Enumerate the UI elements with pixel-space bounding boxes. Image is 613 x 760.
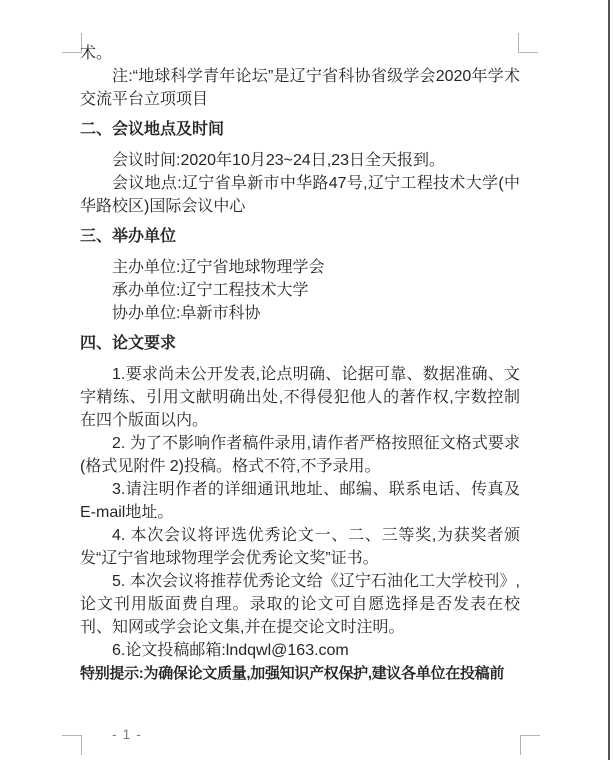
requirement-item-1: 1.要求尚未公开发表,论点明确、论据可靠、数据准确、文字精练、引用文献明确出处,不得侵犯他人的著作权,字数控制在四个版面以内。 [80, 366, 520, 429]
margin-crop-mark-top-left [62, 33, 82, 53]
note-paragraph: 注:“地球科学青年论坛”是辽宁省科协省级学会2020年学术交流平台立项项目 [80, 68, 520, 108]
section-heading-venue-time: 二、会议地点及时间 [80, 121, 225, 138]
undertaker-paragraph: 承办单位:辽宁工程技术大学 [112, 282, 309, 299]
requirement-item-4: 4. 本次会议将评选优秀论文一、二、三等奖,为获奖者颁发“辽宁省地球物理学会优秀论文奖”证书。 [80, 527, 520, 567]
margin-crop-mark-top-right [518, 33, 538, 53]
requirement-item-2: 2. 为了不影响作者稿件录用,请作者严格按照征文格式要求(格式见附件 2)投稿。格式不符,不予录用。 [80, 435, 520, 475]
submission-email-paragraph: 6.论文投稿邮箱:lndqwl@163.com [112, 642, 349, 659]
co-organizer-paragraph: 协办单位:阜新市科协 [112, 305, 261, 322]
page-number: - 1 - [112, 726, 142, 742]
special-notice-line: 特别提示:为确保论文质量,加强知识产权保护,建议各单位在投稿前 [80, 665, 505, 682]
document-body [80, 42, 520, 685]
page-right-edge-line [608, 0, 610, 760]
meeting-venue-paragraph: 会议地点:辽宁省阜新市中华路47号,辽宁工程技术大学(中华路校区)国际会议中心 [80, 175, 520, 215]
paragraph-continuation: 术。 [80, 45, 113, 62]
meeting-time-paragraph: 会议时间:2020年10月23~24日,23日全天报到。 [112, 152, 446, 169]
requirement-item-5: 5. 本次会议将推荐优秀论文给《辽宁石油化工大学校刊》,论文刊用版面费自理。录取的论文可自愿选择是否发表在校刊、知网或学会论文集,并在提交论文时注明。 [80, 573, 520, 636]
section-heading-organizers: 三、举办单位 [80, 228, 177, 245]
margin-crop-mark-bottom-left [62, 735, 82, 755]
host-organizer-paragraph: 主办单位:辽宁省地球物理学会 [112, 259, 325, 276]
requirement-item-3: 3.请注明作者的详细通讯地址、邮编、联系电话、传真及E-mail地址。 [80, 481, 520, 521]
section-heading-paper-requirements: 四、论文要求 [80, 335, 177, 352]
margin-crop-mark-bottom-right [520, 735, 540, 755]
